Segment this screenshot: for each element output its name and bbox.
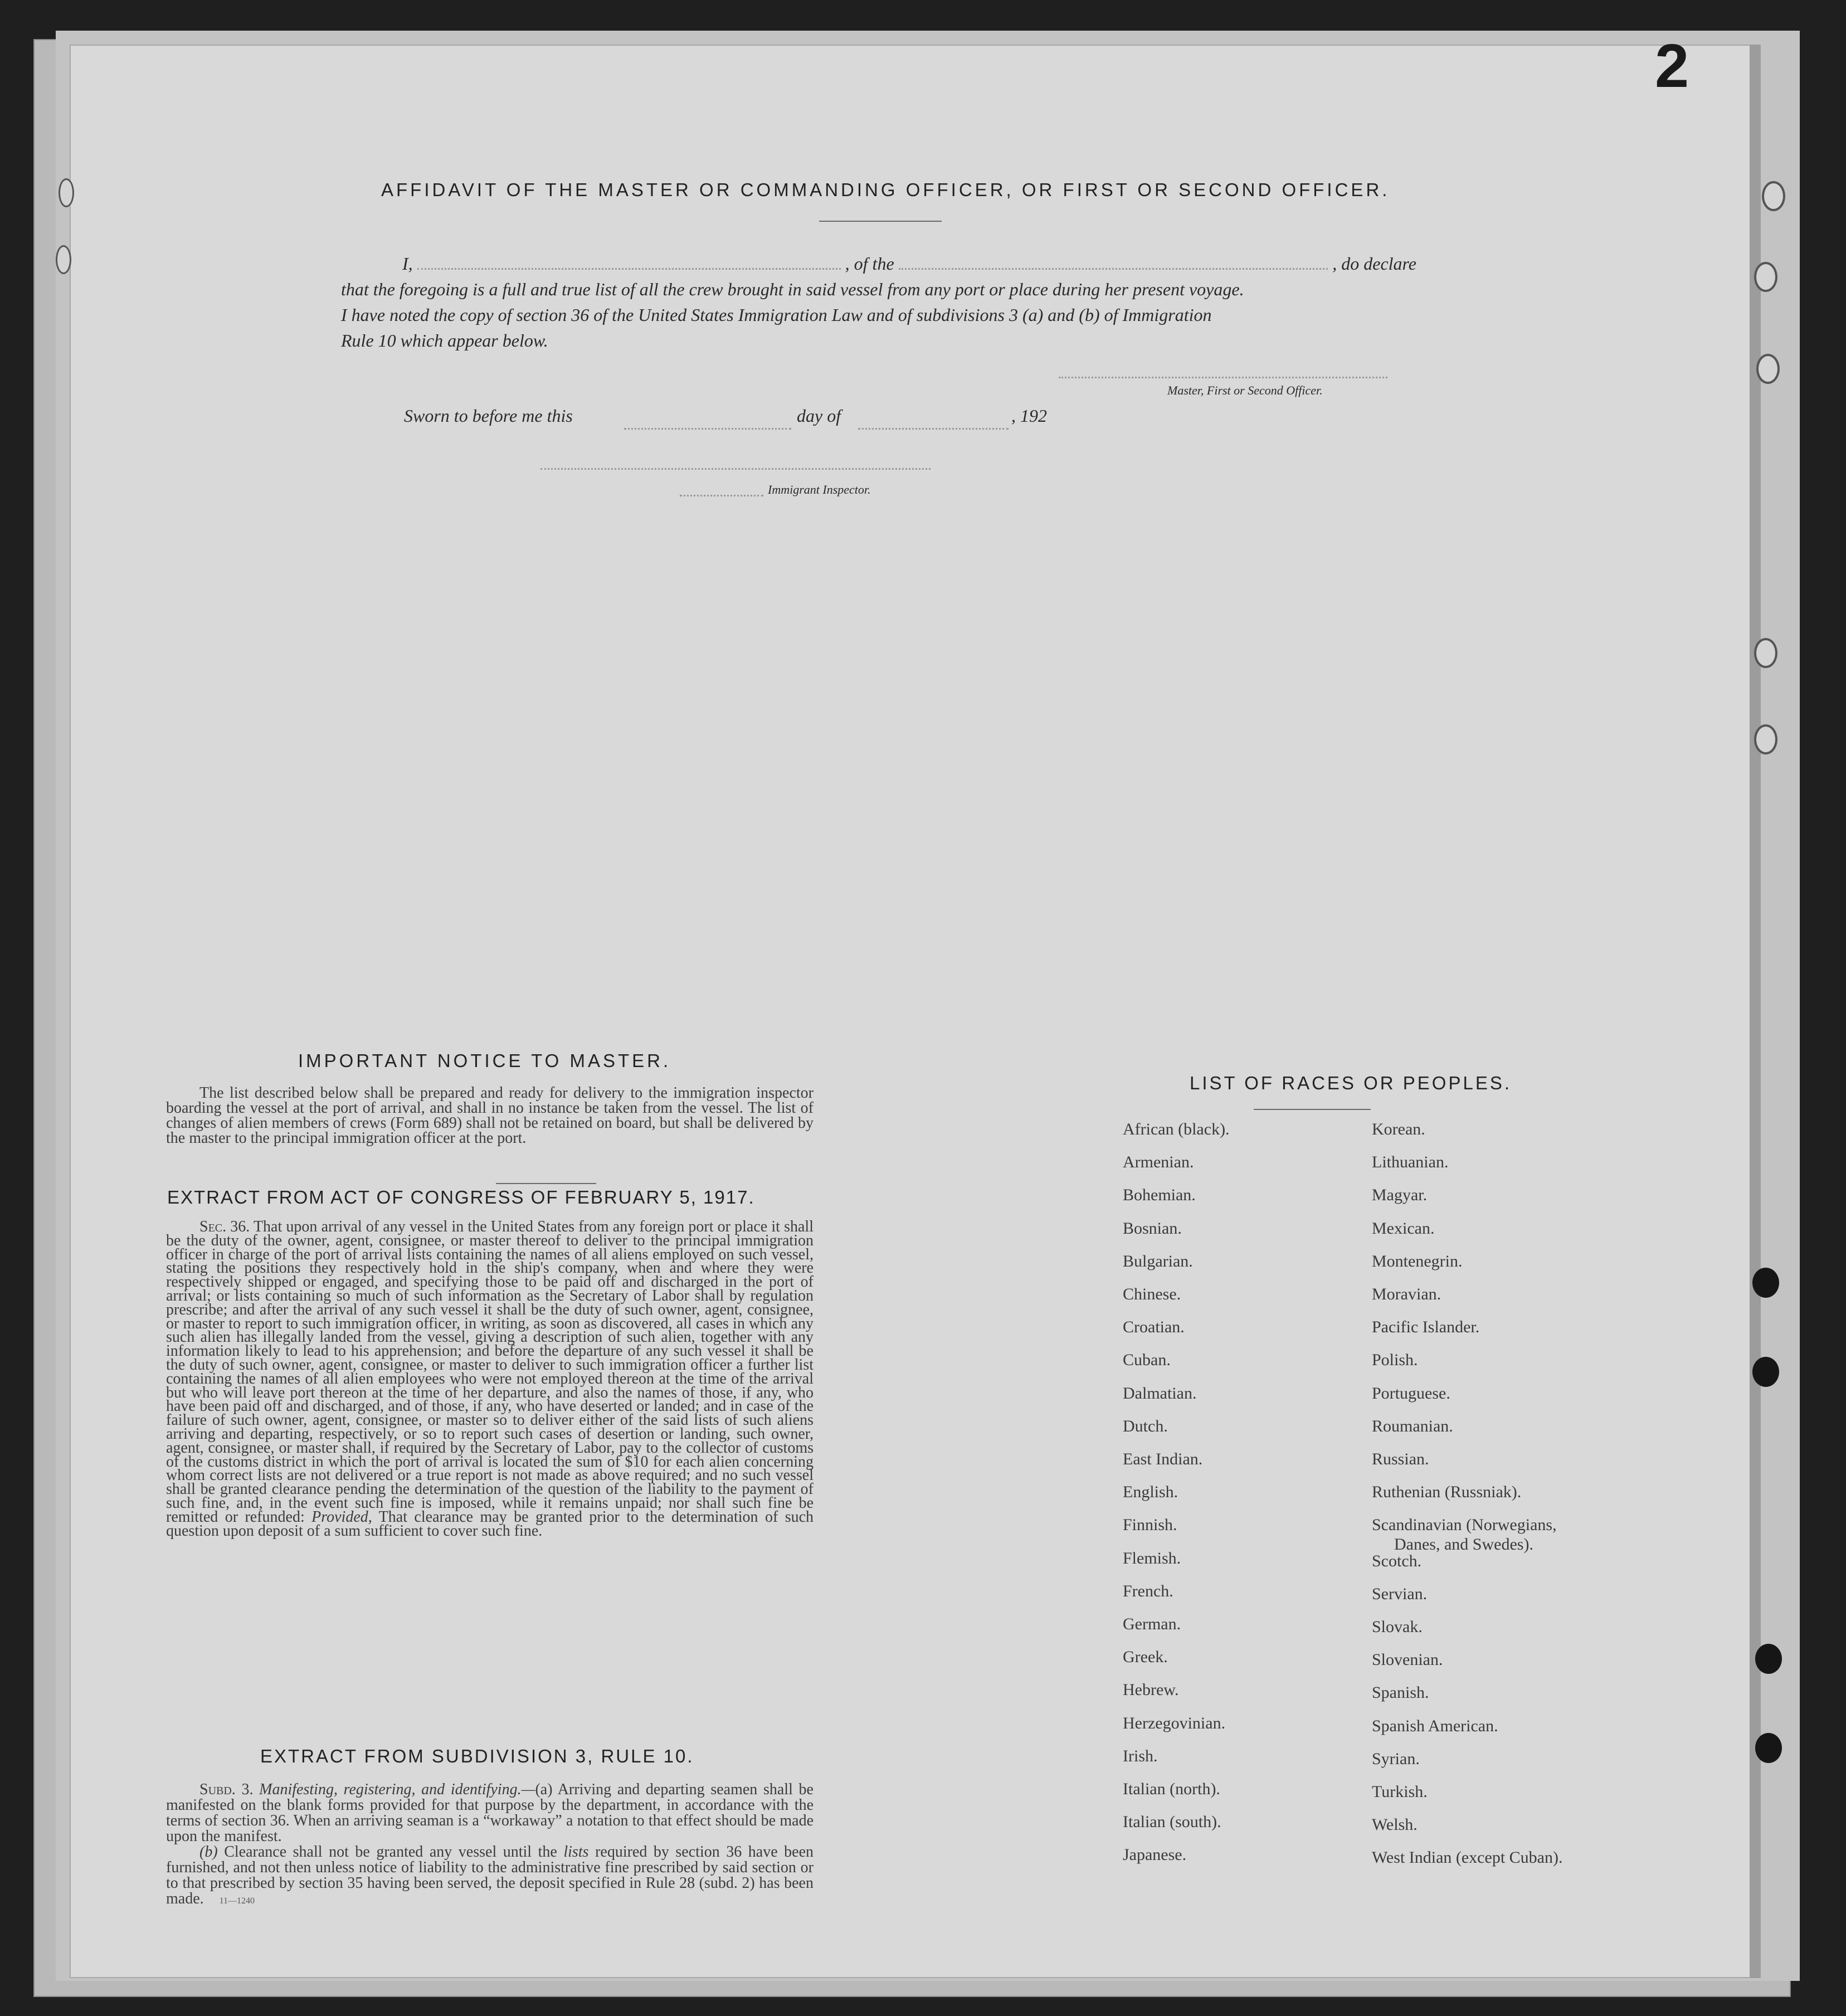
binder-hole-icon bbox=[59, 178, 74, 207]
race-item: Slovenian. bbox=[1372, 1650, 1443, 1669]
race-item: Spanish American. bbox=[1372, 1716, 1498, 1735]
race-item: Slovak. bbox=[1372, 1618, 1423, 1636]
race-item: Korean. bbox=[1372, 1120, 1425, 1138]
page-number: 2 bbox=[1655, 32, 1689, 100]
officer-caption: Master, First or Second Officer. bbox=[1167, 383, 1323, 397]
declare-text: , do declare bbox=[1332, 254, 1416, 274]
sec-label: Sec. 36. bbox=[199, 1218, 250, 1235]
para-b-label: (b) bbox=[199, 1843, 218, 1861]
subd-heading: Manifesting, registering, and identifying.— bbox=[259, 1781, 535, 1798]
sworn-text: Sworn to before me this bbox=[404, 406, 573, 426]
race-item: Lithuanian. bbox=[1372, 1153, 1449, 1172]
race-item: Herzegovinian. bbox=[1123, 1713, 1226, 1732]
binder-hole-icon bbox=[1754, 262, 1777, 292]
race-item: Montenegrin. bbox=[1372, 1252, 1463, 1270]
races-title: LIST OF RACES OR PEOPLES. bbox=[1190, 1073, 1512, 1093]
race-item: Bulgarian. bbox=[1123, 1252, 1193, 1270]
lists-word: lists bbox=[563, 1843, 589, 1861]
notice-title: IMPORTANT NOTICE TO MASTER. bbox=[298, 1050, 671, 1071]
race-item: Magyar. bbox=[1372, 1186, 1428, 1205]
para-b-text-2: required by section 36 have been furnished, and not then unless notice of liability to the administrative fine prescribed by said section or to that prescribed by section 35 having been served, the deposit specified in Rule 28 (subd. 2) has been made. bbox=[166, 1843, 814, 1907]
race-item: Russian. bbox=[1372, 1450, 1429, 1468]
race-item: Polish. bbox=[1372, 1351, 1418, 1370]
section-36-text bbox=[166, 1220, 814, 1538]
race-item: Spanish. bbox=[1372, 1683, 1429, 1702]
race-item: Italian (south). bbox=[1123, 1813, 1221, 1832]
officer-signature-field[interactable] bbox=[1059, 377, 1387, 378]
declarant-prefix: I, bbox=[402, 254, 413, 274]
race-item: African (black). bbox=[1123, 1120, 1230, 1138]
race-item: Turkish. bbox=[1372, 1783, 1428, 1801]
notice-rule bbox=[496, 1183, 596, 1184]
race-item: Hebrew. bbox=[1123, 1681, 1179, 1700]
race-item: Bosnian. bbox=[1123, 1219, 1182, 1238]
binder-hole-icon bbox=[1752, 1268, 1779, 1298]
binder-hole-icon bbox=[1752, 1357, 1779, 1387]
races-rule bbox=[1254, 1109, 1371, 1110]
day-of-text: day of bbox=[797, 406, 841, 426]
binder-hole-icon bbox=[1755, 1644, 1782, 1674]
inspector-signature-field[interactable] bbox=[540, 468, 931, 470]
race-item: Armenian. bbox=[1123, 1153, 1194, 1172]
binder-hole-icon bbox=[1755, 1733, 1782, 1763]
sworn-day-field[interactable] bbox=[624, 428, 791, 430]
declaration-text-2: I have noted the copy of section 36 of the United States Immigration Law and of subdivisions 3 (a) and (b) of Immigration bbox=[341, 305, 1212, 325]
binder-hole-icon bbox=[1754, 638, 1777, 668]
race-item: Dutch. bbox=[1123, 1416, 1168, 1435]
race-item: Japanese. bbox=[1123, 1845, 1187, 1864]
race-item: Danes, and Swedes). bbox=[1394, 1535, 1533, 1554]
affidavit-title: AFFIDAVIT OF THE MASTER OR COMMANDING OFFICER, OR FIRST OR SECOND OFFICER. bbox=[381, 179, 1390, 200]
race-item: Italian (north). bbox=[1123, 1780, 1220, 1798]
inspector-signature-field-2[interactable] bbox=[680, 495, 763, 496]
race-item: West Indian (except Cuban). bbox=[1372, 1848, 1563, 1867]
race-item: Syrian. bbox=[1372, 1749, 1420, 1768]
sworn-month-field[interactable] bbox=[858, 428, 1009, 430]
race-item: German. bbox=[1123, 1615, 1181, 1633]
subdivision-3-text bbox=[166, 1782, 814, 1909]
binder-hole-icon bbox=[1754, 724, 1777, 754]
para-a-label: (a) bbox=[535, 1781, 553, 1798]
race-item: East Indian. bbox=[1123, 1450, 1203, 1468]
vessel-prefix: , of the bbox=[845, 254, 894, 274]
race-item: Dalmatian. bbox=[1123, 1384, 1197, 1403]
race-item: Moravian. bbox=[1372, 1285, 1441, 1303]
notice-text bbox=[166, 1085, 814, 1146]
vessel-name-field[interactable] bbox=[899, 268, 1328, 270]
sec-36-end: That clearance may be granted prior to the determination of such question upon deposit of a sum sufficient to cover such fine. bbox=[166, 1508, 814, 1540]
subd-label: Subd. 3. bbox=[199, 1781, 254, 1798]
race-item: Croatian. bbox=[1123, 1318, 1185, 1337]
inspector-caption: Immigrant Inspector. bbox=[768, 483, 871, 496]
provided-word: Provided, bbox=[311, 1508, 372, 1526]
race-item: Bohemian. bbox=[1123, 1186, 1196, 1205]
race-item: Mexican. bbox=[1372, 1219, 1435, 1238]
para-b-text-1: Clearance shall not be granted any vessel until the bbox=[224, 1843, 557, 1861]
title-rule bbox=[819, 221, 942, 222]
act-title: EXTRACT FROM ACT OF CONGRESS OF FEBRUARY 5, 1917. bbox=[167, 1187, 755, 1207]
declaration-text-1: that the foregoing is a full and true list of all the crew brought in said vessel from any port or place during her present voyage. bbox=[341, 279, 1244, 299]
race-item: Roumanian. bbox=[1372, 1416, 1453, 1435]
page-edge bbox=[1750, 45, 1761, 1978]
race-item: Flemish. bbox=[1123, 1548, 1181, 1567]
race-item: Servian. bbox=[1372, 1584, 1428, 1603]
race-item: Finnish. bbox=[1123, 1516, 1177, 1535]
race-item: Scandinavian (Norwegians, bbox=[1372, 1516, 1557, 1535]
binder-hole-icon bbox=[1756, 354, 1780, 384]
race-item: Cuban. bbox=[1123, 1351, 1171, 1370]
declaration-text-3: Rule 10 which appear below. bbox=[341, 330, 548, 350]
race-item: Irish. bbox=[1123, 1746, 1158, 1765]
race-item: Scotch. bbox=[1372, 1551, 1422, 1570]
race-item: Ruthenian (Russniak). bbox=[1372, 1483, 1522, 1502]
rule-title: EXTRACT FROM SUBDIVISION 3, RULE 10. bbox=[260, 1746, 694, 1766]
affidavit-statement bbox=[341, 251, 1416, 353]
sec-36-body: That upon arrival of any vessel in the United States from any foreign port or place it shall be the duty of the owner, agent, consignee, or master thereof to deliver to the principal immigration officer in charge of the port of arrival lists containing the names of all aliens employed on such vessel, stating the positions they respectively hold in the ship's company, when and where they were respectively shipped or engaged, and specifying those to be paid off and discharged in the port of arrival; or lists containing so much of such information as the Secretary of Labor shall by regulation prescribe; and after the arrival of any such vessel it shall be the duty of such owner, agent, consignee, or master to report to such immigration officer, in writing, as soon as discovered, all cases in which any such alien has illegally landed from the vessel, giving a description of such alien, together with any information likely to lead to his apprehension; and before the departure of any such vessel it shall be the duty of such owner, agent, consignee, or master to deliver to such immigration officer a further list containing the names of all alien employees who were not employed thereon at the time of the arrival but who will leave port thereon at the time of her departure, and also the names of those, if any, who have been paid off and discharged, and of those, if any, who have deserted or landed; and in case of the failure of such owner, agent, consignee, or master so to deliver either of the said lists of such aliens arriving and departing, respectively, or so to report such cases of desertion or landing, such owner, agent, consignee, or master shall, if required by the Secretary of Labor, pay to the collector of customs of the customs district in which the port of arrival is located the sum of $10 for each alien concerning whom correct lists are not delivered or a true report is not made as above required; and no such vessel shall be granted clearance pending the determination of the question of the liability to the payment of such fine, and, in the event such fine is imposed, while it remains unpaid; nor shall such fine be remitted or refunded: bbox=[166, 1218, 814, 1526]
declarant-name-field[interactable] bbox=[417, 268, 841, 270]
declarant-line bbox=[341, 251, 1416, 276]
race-item: Greek. bbox=[1123, 1648, 1168, 1667]
binder-hole-icon bbox=[1762, 181, 1785, 211]
race-item: Chinese. bbox=[1123, 1285, 1181, 1303]
form-code: 11—1240 bbox=[219, 1896, 255, 1906]
year-text: , 192 bbox=[1011, 406, 1047, 426]
race-item: English. bbox=[1123, 1483, 1178, 1502]
notice-paragraph: The list described below shall be prepared and ready for delivery to the immigration inspector boarding the vessel at the port of arrival, and shall in no instance be taken from the vessel. The list of changes of alien members of crews (Form 689) shall not be retained on board, but shall be delivered by the master to the principal immigration officer at the port. bbox=[166, 1084, 814, 1147]
race-item: Welsh. bbox=[1372, 1815, 1418, 1834]
race-item: Pacific Islander. bbox=[1372, 1318, 1480, 1337]
race-item: French. bbox=[1123, 1581, 1173, 1600]
binder-hole-icon bbox=[56, 245, 71, 274]
race-item: Portuguese. bbox=[1372, 1384, 1450, 1403]
para-a-text: Arriving and departing seamen shall be manifested on the blank forms provided for that purpose by the department, in accordance with the terms of section 36. When an arriving seaman is a “workaway” a notation to that effect should be made upon the manifest. bbox=[166, 1781, 814, 1845]
